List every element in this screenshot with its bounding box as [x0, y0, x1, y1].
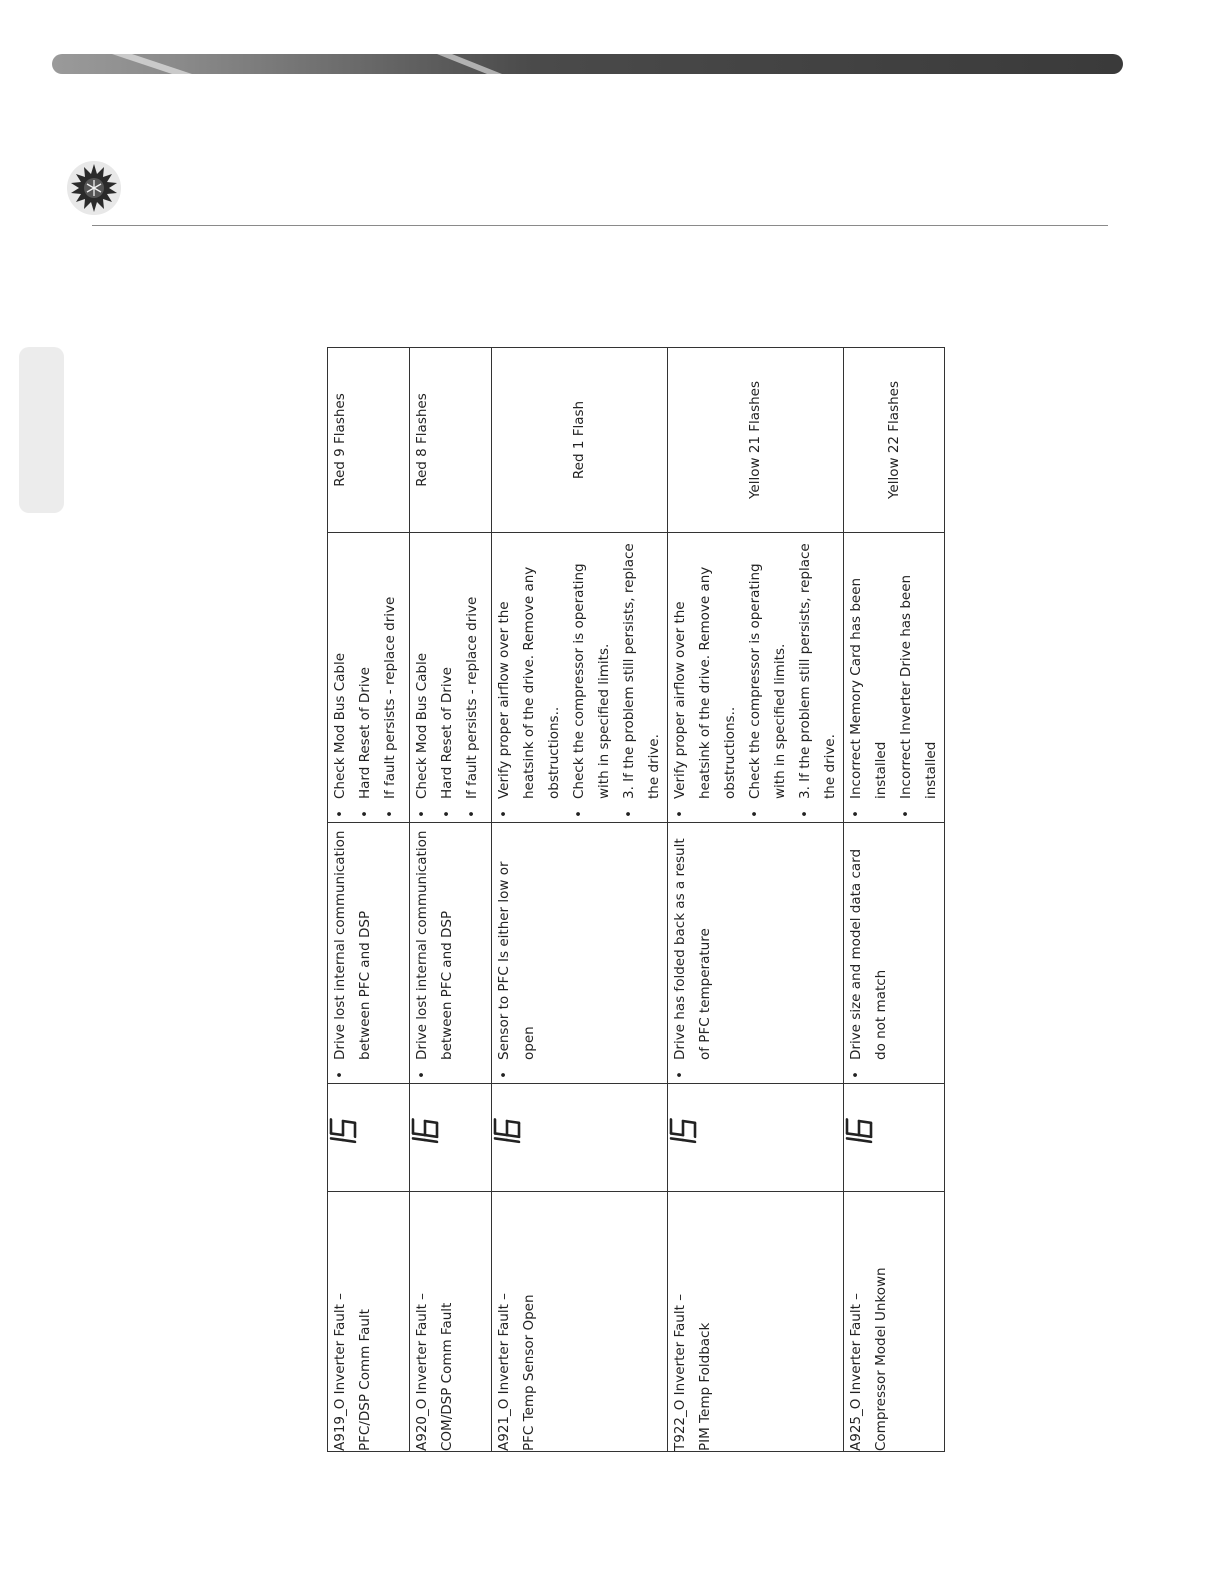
fault-name-line2: PFC/DSP Comm Fault	[357, 1309, 373, 1451]
text-line: Incorrect Memory Card has been	[848, 577, 864, 799]
description-list	[328, 823, 378, 1083]
text-line: with in specified limits.	[772, 643, 788, 799]
action-list	[328, 533, 403, 822]
fault-code-table	[327, 347, 945, 1452]
seven-segment-display-icon	[328, 1117, 358, 1159]
description-list	[410, 823, 460, 1083]
text-line: Check Mod Bus Cable	[414, 652, 430, 799]
fault-name-cell	[668, 1192, 844, 1452]
side-tab	[19, 347, 64, 513]
fault-name-line1: T922_O Inverter Fault –	[672, 1294, 688, 1451]
text-line: Sensor to PFC Is either low or	[496, 861, 512, 1060]
action-list	[668, 533, 843, 822]
text-line: Check Mod Bus Cable	[332, 652, 348, 799]
text-line: Hard Reset of Drive	[357, 667, 373, 799]
text-line: obstructions..	[722, 706, 738, 799]
text-line: Incorrect Inverter Drive has been	[898, 574, 914, 799]
corrective-action-cell	[844, 533, 945, 823]
flash-code-cell	[328, 348, 410, 533]
flash-code-text: Red 1 Flash	[571, 400, 587, 480]
snowflake-sun-badge-icon	[66, 160, 122, 216]
seven-segment-display-icon	[844, 1117, 874, 1159]
text-line: Verify proper airflow over the	[672, 601, 688, 799]
text-line: heatsink of the drive. Remove any	[521, 566, 537, 799]
description-item	[844, 823, 894, 1083]
description-cell	[328, 823, 410, 1084]
table-row	[844, 348, 945, 1452]
header-bar	[52, 54, 1123, 74]
text-line: the drive.	[646, 734, 662, 799]
fault-name-line2: PIM Temp Foldback	[697, 1322, 713, 1451]
text-line: Drive size and model data card	[848, 848, 864, 1060]
fault-name-line1: A920_O Inverter Fault –	[414, 1293, 430, 1451]
text-line: open	[521, 1026, 537, 1060]
corrective-action-cell	[328, 533, 410, 823]
flash-code-text: Red 9 Flashes	[332, 393, 348, 487]
description-list	[668, 823, 718, 1083]
text-line: the drive.	[822, 734, 838, 799]
description-item	[668, 823, 718, 1083]
display-code-cell	[668, 1084, 844, 1192]
action-item	[844, 533, 894, 822]
display-code-cell	[410, 1084, 492, 1192]
fault-name-line1: A919_O Inverter Fault –	[332, 1293, 348, 1451]
text-line: Check the compressor is operating	[571, 563, 587, 799]
display-code-cell	[492, 1084, 668, 1192]
action-item	[410, 533, 435, 822]
flash-code-cell	[492, 348, 668, 533]
action-item	[378, 533, 403, 822]
action-item	[567, 533, 617, 822]
flash-code-text: Yellow 21 Flashes	[747, 380, 763, 500]
action-list	[844, 533, 944, 822]
corrective-action-cell	[668, 533, 844, 823]
table-row	[668, 348, 844, 1452]
description-item	[492, 823, 542, 1083]
text-line: between PFC and DSP	[357, 910, 373, 1060]
text-line: 3. If the problem still persists, replace	[797, 543, 813, 799]
text-line: Hard Reset of Drive	[439, 667, 455, 799]
corrective-action-cell	[492, 533, 668, 823]
description-cell	[668, 823, 844, 1084]
text-line: Drive has folded back as a result	[672, 838, 688, 1060]
fault-name-line1: A921_O Inverter Fault –	[496, 1293, 512, 1451]
fault-name-cell	[844, 1192, 945, 1452]
text-line: between PFC and DSP	[439, 910, 455, 1060]
display-code-cell	[844, 1084, 945, 1192]
text-line: with in specified limits.	[596, 643, 612, 799]
description-item	[410, 823, 460, 1083]
fault-code-table-region	[327, 348, 939, 1452]
action-list	[492, 533, 667, 822]
text-line: heatsink of the drive. Remove any	[697, 566, 713, 799]
action-item	[353, 533, 378, 822]
text-line: installed	[923, 741, 939, 799]
action-item	[793, 533, 843, 822]
text-line: Verify proper airflow over the	[496, 601, 512, 799]
text-line: If fault persists - replace drive	[382, 596, 398, 799]
fault-name-line2: Compressor Model Unkown	[873, 1267, 889, 1451]
text-line: Drive lost internal communication	[414, 830, 430, 1060]
description-list	[492, 823, 542, 1083]
description-item	[328, 823, 378, 1083]
action-item	[328, 533, 353, 822]
flash-code-text: Red 8 Flashes	[414, 393, 430, 487]
text-line: If fault persists - replace drive	[464, 596, 480, 799]
action-item	[668, 533, 743, 822]
text-line: Check the compressor is operating	[747, 563, 763, 799]
header-divider	[92, 225, 1108, 226]
table-row	[492, 348, 668, 1452]
text-line: 3. If the problem still persists, replace	[621, 543, 637, 799]
action-item	[460, 533, 485, 822]
action-item	[435, 533, 460, 822]
table-row	[410, 348, 492, 1452]
text-line: Drive lost internal communication	[332, 830, 348, 1060]
table-row	[328, 348, 410, 1452]
seven-segment-display-icon	[492, 1117, 522, 1159]
seven-segment-display-icon	[668, 1117, 698, 1159]
flash-code-cell	[668, 348, 844, 533]
flash-code-cell	[844, 348, 945, 533]
description-cell	[410, 823, 492, 1084]
text-line: installed	[873, 741, 889, 799]
action-item	[492, 533, 567, 822]
description-list	[844, 823, 894, 1083]
fault-name-cell	[328, 1192, 410, 1452]
description-cell	[844, 823, 945, 1084]
action-item	[894, 533, 944, 822]
description-cell	[492, 823, 668, 1084]
action-list	[410, 533, 485, 822]
corrective-action-cell	[410, 533, 492, 823]
display-code-cell	[328, 1084, 410, 1192]
fault-name-cell	[492, 1192, 668, 1452]
fault-name-line2: PFC Temp Sensor Open	[521, 1294, 537, 1451]
flash-code-text: Yellow 22 Flashes	[885, 380, 902, 500]
flash-code-cell	[410, 348, 492, 533]
text-line: obstructions..	[546, 706, 562, 799]
action-item	[743, 533, 793, 822]
text-line: of PFC temperature	[697, 928, 713, 1060]
text-line: do not match	[873, 969, 889, 1060]
fault-name-cell	[410, 1192, 492, 1452]
fault-name-line1: A925_O Inverter Fault –	[848, 1293, 864, 1451]
seven-segment-display-icon	[410, 1117, 440, 1159]
action-item	[617, 533, 667, 822]
fault-name-line2: COM/DSP Comm Fault	[439, 1302, 455, 1451]
